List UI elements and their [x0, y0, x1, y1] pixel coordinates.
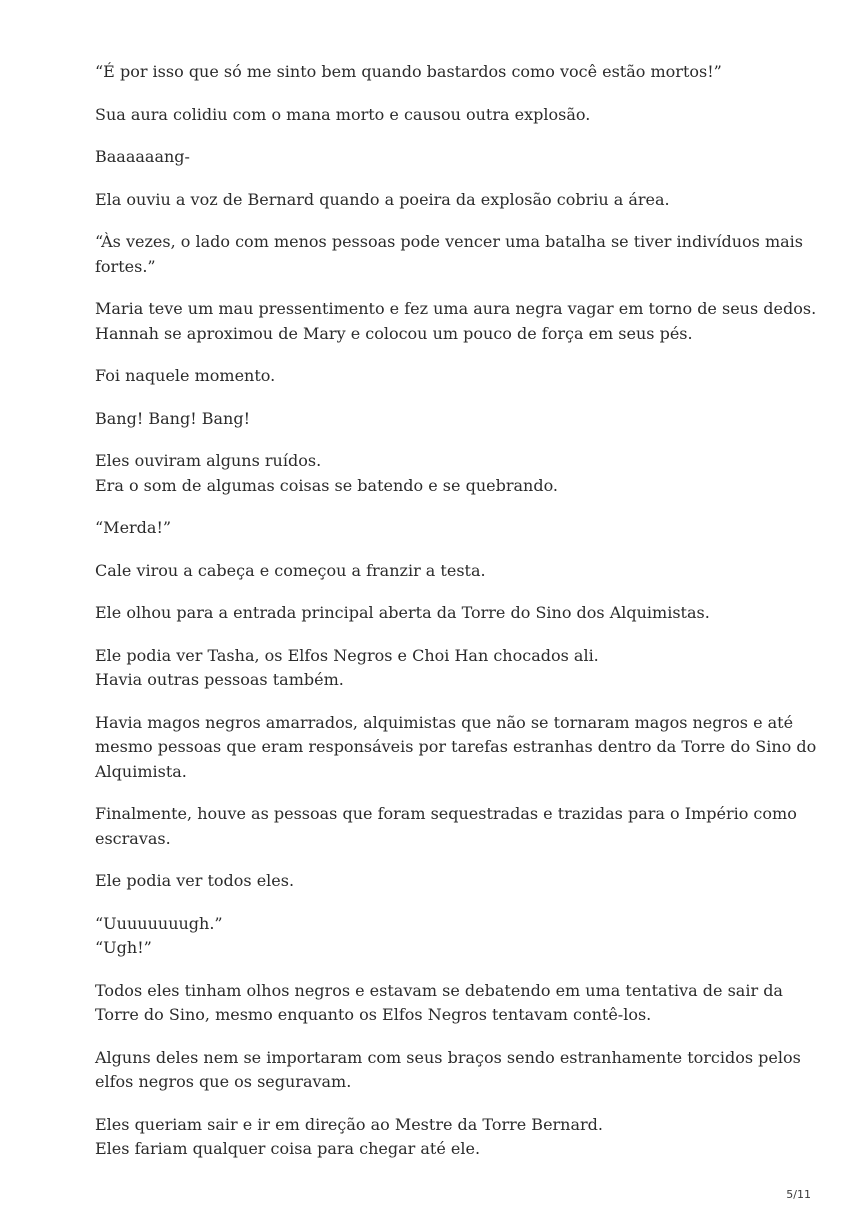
text-line: Alguns deles nem se importaram com seus braços sendo estranhamente torcidos pelos: [95, 1047, 801, 1067]
text-line: Baaaaaang-: [95, 147, 190, 166]
text-line: Todos eles tinham olhos negros e estavam se debatendo em uma tentativa de sair da: [95, 980, 783, 1000]
paragraph: [95, 979, 795, 1028]
text-line: Ele podia ver Tasha, os Elfos Negros e Choi Han chocados ali.: [95, 645, 599, 665]
text-line: Torre do Sino, mesmo enquanto os Elfos Negros tentavam contê-los.: [95, 1005, 652, 1024]
page-number: 5/11: [786, 1188, 811, 1201]
paragraph: [95, 559, 795, 584]
text-line: “Merda!”: [95, 518, 172, 537]
paragraph: [95, 1113, 795, 1162]
paragraph: [95, 230, 803, 279]
text-line: Era o som de algumas coisas se batendo e se quebrando.: [95, 475, 558, 495]
text-line: elfos negros que os seguravam.: [95, 1072, 352, 1091]
text-line: Finalmente, houve as pessoas que foram sequestradas e trazidas para o Império como: [95, 804, 797, 823]
text-line: “Às vezes, o lado com menos pessoas pode vencer uma batalha se tiver indivíduos mais: [95, 232, 803, 251]
text-line: Eles queriam sair e ir em direção ao Mestre da Torre Bernard.: [95, 1114, 603, 1134]
text-line: Maria teve um mau pressentimento e fez uma aura negra vagar em torno de seus dedos.: [95, 299, 817, 318]
text-line: Havia magos negros amarrados, alquimistas que não se tornaram magos negros e até: [95, 712, 794, 732]
text-line: Ele olhou para a entrada principal aberta da Torre do Sino dos Alquimistas.: [95, 603, 710, 622]
text-line: “É por isso que só me sinto bem quando bastardos como você estão mortos!”: [95, 62, 722, 81]
text-line: Eles ouviram alguns ruídos.: [95, 451, 322, 470]
text-line: Alquimista.: [95, 761, 187, 781]
paragraph: [95, 449, 795, 498]
text-line: Hannah se aproximou de Mary e colocou um pouco de força em seus pés.: [95, 323, 693, 343]
text-line: Eles fariam qualquer coisa para chegar até ele.: [95, 1139, 481, 1158]
text-line: Bang! Bang! Bang!: [95, 408, 250, 428]
paragraph: [95, 644, 795, 693]
text-line: mesmo pessoas que eram responsáveis por tarefas estranhas dentro da Torre do Sino do: [95, 737, 817, 756]
paragraph: [95, 103, 795, 128]
paragraph: [95, 60, 795, 85]
paragraph: [95, 407, 795, 432]
paragraph: [95, 364, 795, 389]
text-line: Havia outras pessoas também.: [95, 670, 344, 689]
paragraph: [95, 711, 817, 785]
document-body: [95, 60, 817, 1180]
text-line: Cale virou a cabeça e começou a franzir a testa.: [95, 560, 486, 580]
text-line: escravas.: [95, 828, 171, 848]
paragraph: [95, 912, 795, 961]
paragraph: [95, 188, 795, 213]
text-line: Ele podia ver todos eles.: [95, 871, 295, 890]
paragraph: [95, 1046, 801, 1095]
paragraph: [95, 802, 795, 851]
text-line: “Ugh!”: [95, 938, 152, 957]
paragraph: [95, 869, 795, 894]
text-line: fortes.”: [95, 256, 156, 276]
text-line: Foi naquele momento.: [95, 366, 276, 385]
text-line: Sua aura colidiu com o mana morto e causou outra explosão.: [95, 104, 591, 124]
paragraph: [95, 145, 795, 170]
paragraph: [95, 516, 795, 541]
paragraph: [95, 601, 795, 626]
text-line: “Uuuuuuuugh.”: [95, 913, 223, 933]
paragraph: [95, 297, 817, 346]
text-line: Ela ouviu a voz de Bernard quando a poeira da explosão cobriu a área.: [95, 189, 670, 209]
